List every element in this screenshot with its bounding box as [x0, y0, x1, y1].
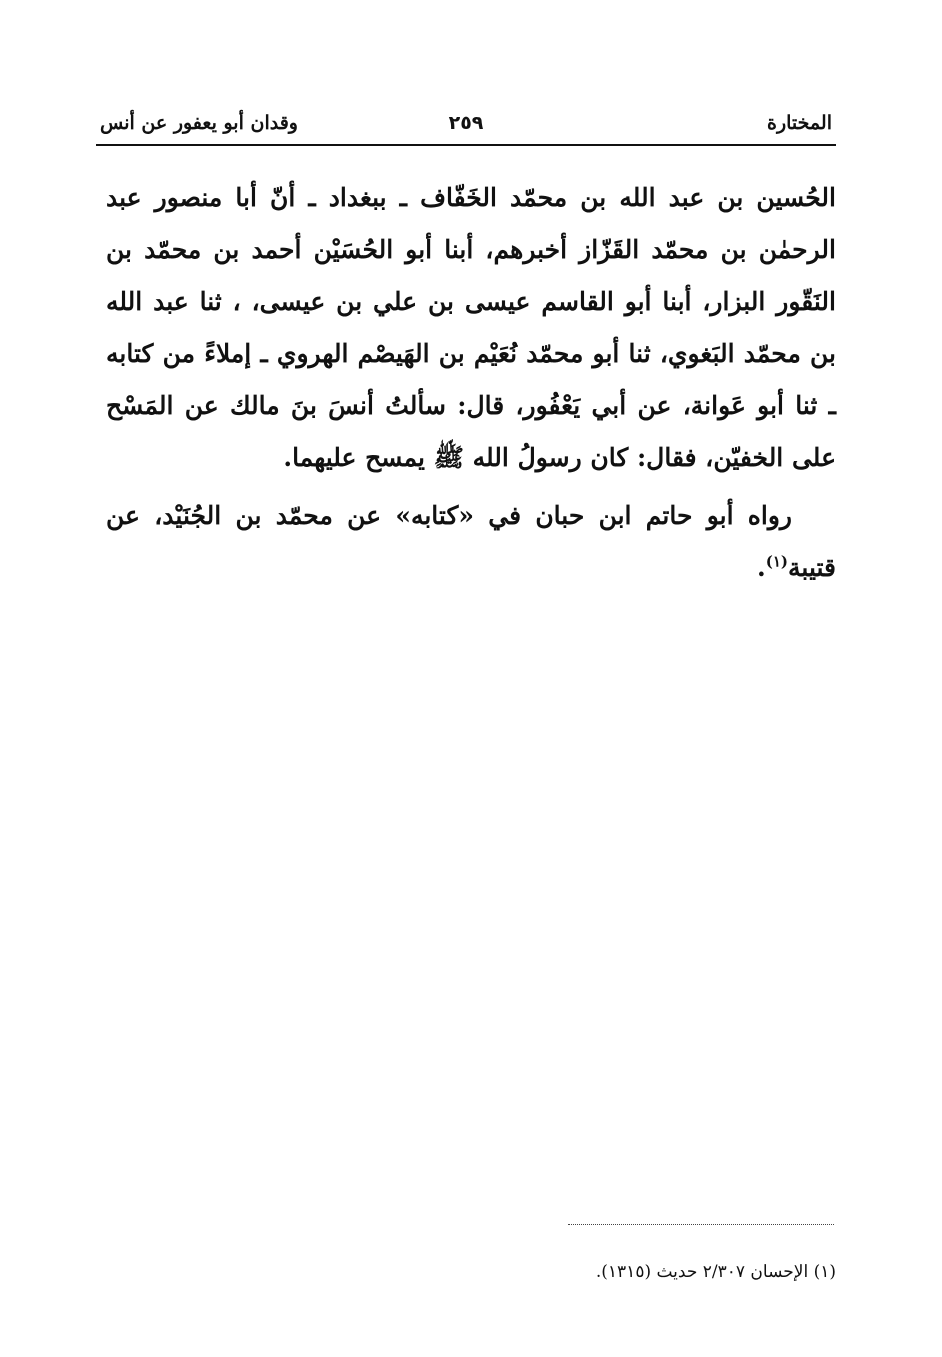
paragraph-hadith: الحُسين بن عبد الله بن محمّد الخَفّاف ـ ببغداد ـ أنّ أبا منصور عبد الرحمٰن بن محمّد القَزّاز أخبرهم، أبنا أبو الحُسَيْن أحمد بن محمّد بن النَقّور البزار، أبنا أبو القاسم عيسى بن علي بن عيسى، ، ثنا عبد الله بن محمّد البَغوي، ثنا أبو محمّد نُعَيْم بن الهَيصْم الهروي ـ إملاءً من كتابه ـ ثنا أبو عَوانة، عن أبي يَعْفُور، قال: سألتُ أنسَ بنَ مالك عن المَسْح على الخفيّن، فقال: كان رسولُ الله ﷺ يمسح عليهما.	[106, 183, 836, 472]
book-title: المختارة	[767, 112, 832, 134]
header-divider	[96, 144, 836, 146]
footnote: (١) الإحسان ٢/٣٠٧ حديث (١٣١٥).	[595, 1262, 836, 1282]
paragraph-source	[106, 490, 836, 594]
page-header	[96, 108, 836, 142]
paragraph-source-end: .	[757, 553, 766, 582]
footnote-divider	[568, 1224, 834, 1225]
paragraph-source-text: رواه أبو حاتم ابن حبان في «كتابه» عن محمّد بن الجُنَيْد، عن قتيبة	[106, 501, 836, 582]
section-title: وقدان أبو يعفور عن أنس	[100, 112, 298, 134]
page-number: ٢٥٩	[448, 112, 484, 134]
footnote-reference: (١)	[765, 552, 788, 571]
main-text	[106, 172, 836, 594]
